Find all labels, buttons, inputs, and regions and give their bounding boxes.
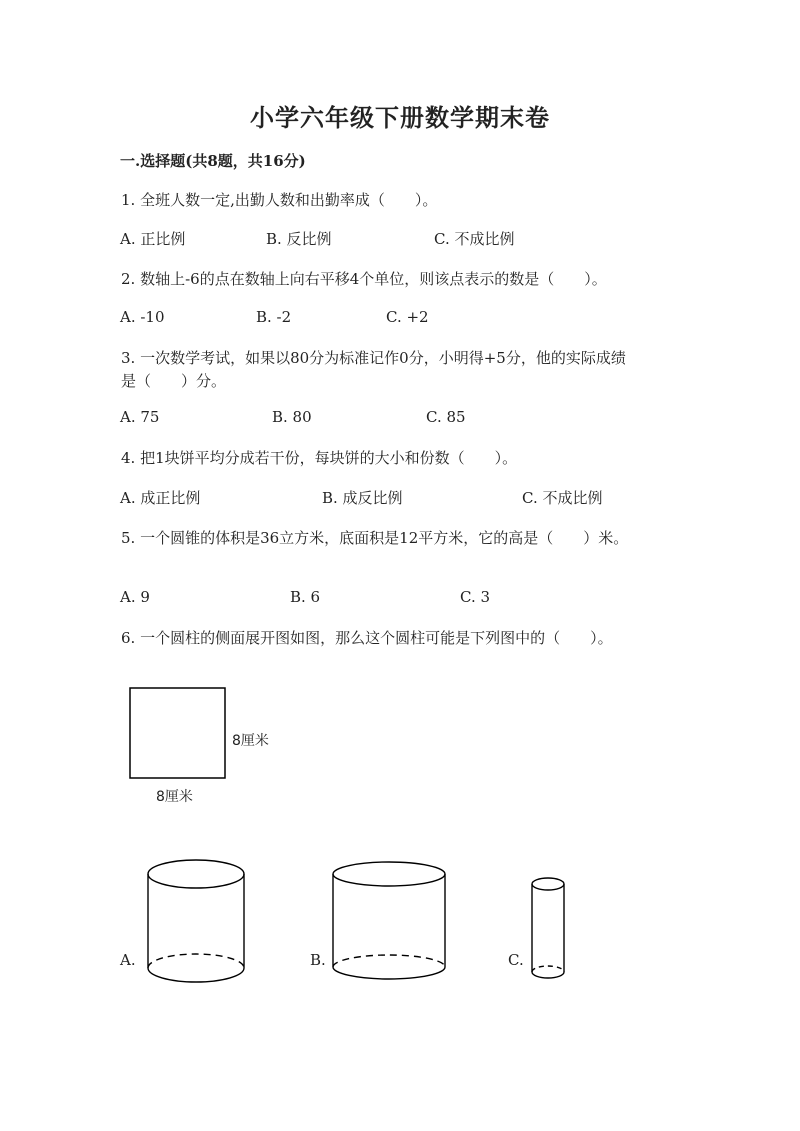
question-3-option-b: B. 80 <box>272 408 312 426</box>
square-height-label: 8厘米 <box>232 733 269 749</box>
question-1-option-b: B. 反比例 <box>266 230 332 248</box>
question-2-option-b: B. -2 <box>256 308 292 326</box>
question-3-line-1: 3. 一次数学考试，如果以80分为标准记作0分，小明得+5分，他的实际成绩 <box>121 349 626 367</box>
question-1-option-c: C. 不成比例 <box>434 230 515 248</box>
question-6: 6. 一个圆柱的侧面展开图如图，那么这个圆柱可能是下列图中的（ ）。 <box>121 629 613 647</box>
question-1: 1. 全班人数一定,出勤人数和出勤率成（ ）。 <box>121 191 438 209</box>
question-3-option-c: C. 85 <box>426 408 466 426</box>
question-6-option-a: A. <box>120 951 136 969</box>
question-1-option-a: A. 正比例 <box>120 230 186 248</box>
question-3-line-2: 是（ ）分。 <box>121 372 227 390</box>
question-4-option-b: B. 成反比例 <box>322 489 403 507</box>
page-title: 小学六年级下册数学期末卷 <box>250 103 550 132</box>
section-heading: 一.选择题(共8题，共16分) <box>120 152 306 170</box>
question-4: 4. 把1块饼平均分成若干份，每块饼的大小和份数（ ）。 <box>121 449 518 467</box>
question-3-option-a: A. 75 <box>120 408 160 426</box>
question-4-option-c: C. 不成比例 <box>522 489 603 507</box>
question-5-option-a: A. 9 <box>120 588 150 606</box>
question-6-option-c: C. <box>508 951 524 969</box>
question-2-option-a: A. -10 <box>120 308 165 326</box>
question-5: 5. 一个圆锥的体积是36立方米，底面积是12平方米，它的高是（ ）米。 <box>121 529 629 547</box>
question-5-option-b: B. 6 <box>290 588 321 606</box>
cylinder-a <box>148 860 244 982</box>
cylinder-c <box>532 878 564 978</box>
square-width-label: 8厘米 <box>156 789 193 805</box>
question-6-option-b: B. <box>310 951 326 969</box>
cylinder-b <box>333 862 445 979</box>
question-5-option-c: C. 3 <box>460 588 491 606</box>
unfolded-square <box>130 688 225 778</box>
question-2: 2. 数轴上-6的点在数轴上向右平移4个单位，则该点表示的数是（ ）。 <box>121 270 607 288</box>
question-2-option-c: C. +2 <box>386 308 429 326</box>
question-4-option-a: A. 成正比例 <box>120 489 201 507</box>
